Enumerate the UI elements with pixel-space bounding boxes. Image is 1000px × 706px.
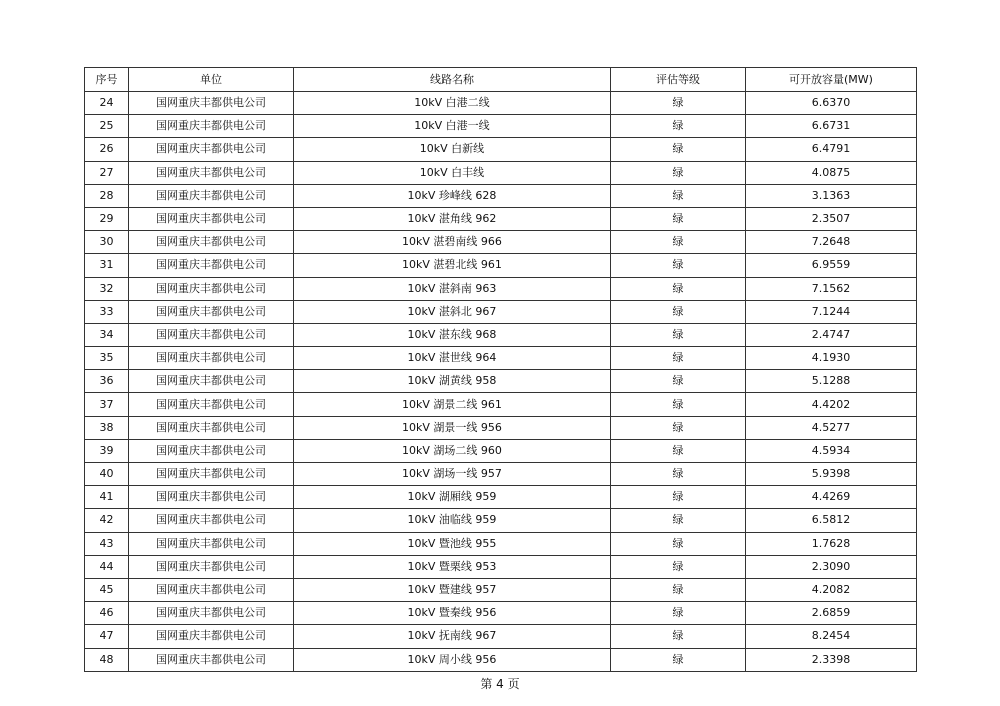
cell-index: 41 <box>85 486 129 509</box>
cell-capacity: 6.5812 <box>746 509 917 532</box>
cell-unit: 国网重庆丰都供电公司 <box>129 648 294 671</box>
page-number: 第 4 页 <box>480 677 520 691</box>
cell-capacity: 2.6859 <box>746 602 917 625</box>
table-row <box>85 138 917 161</box>
cell-index: 46 <box>85 602 129 625</box>
cell-unit: 国网重庆丰都供电公司 <box>129 578 294 601</box>
cell-unit: 国网重庆丰都供电公司 <box>129 207 294 230</box>
table-row <box>85 532 917 555</box>
cell-unit: 国网重庆丰都供电公司 <box>129 370 294 393</box>
cell-index: 29 <box>85 207 129 230</box>
cell-index: 24 <box>85 92 129 115</box>
table-body <box>85 92 917 672</box>
cell-grade: 绿 <box>611 370 746 393</box>
cell-index: 40 <box>85 463 129 486</box>
cell-capacity: 5.1288 <box>746 370 917 393</box>
cell-unit: 国网重庆丰都供电公司 <box>129 486 294 509</box>
table-row <box>85 648 917 671</box>
cell-grade: 绿 <box>611 532 746 555</box>
cell-grade: 绿 <box>611 207 746 230</box>
cell-line-name: 10kV 湛东线 968 <box>294 323 611 346</box>
cell-grade: 绿 <box>611 300 746 323</box>
table-row <box>85 323 917 346</box>
capacity-table <box>84 67 917 672</box>
table-row <box>85 463 917 486</box>
cell-grade: 绿 <box>611 602 746 625</box>
cell-grade: 绿 <box>611 92 746 115</box>
cell-index: 30 <box>85 231 129 254</box>
cell-grade: 绿 <box>611 463 746 486</box>
cell-unit: 国网重庆丰都供电公司 <box>129 231 294 254</box>
cell-index: 31 <box>85 254 129 277</box>
cell-index: 28 <box>85 184 129 207</box>
cell-capacity: 6.4791 <box>746 138 917 161</box>
header-unit: 单位 <box>129 68 294 92</box>
cell-line-name: 10kV 湛斜南 963 <box>294 277 611 300</box>
table-row <box>85 578 917 601</box>
table-row <box>85 486 917 509</box>
table-row <box>85 277 917 300</box>
header-capacity: 可开放容量(MW) <box>746 68 917 92</box>
cell-grade: 绿 <box>611 648 746 671</box>
cell-line-name: 10kV 白丰线 <box>294 161 611 184</box>
cell-unit: 国网重庆丰都供电公司 <box>129 161 294 184</box>
cell-grade: 绿 <box>611 555 746 578</box>
cell-index: 45 <box>85 578 129 601</box>
cell-line-name: 10kV 湛碧北线 961 <box>294 254 611 277</box>
table-row <box>85 300 917 323</box>
cell-grade: 绿 <box>611 138 746 161</box>
cell-grade: 绿 <box>611 231 746 254</box>
cell-grade: 绿 <box>611 416 746 439</box>
cell-unit: 国网重庆丰都供电公司 <box>129 555 294 578</box>
cell-capacity: 6.9559 <box>746 254 917 277</box>
cell-unit: 国网重庆丰都供电公司 <box>129 532 294 555</box>
cell-line-name: 10kV 暨建线 957 <box>294 578 611 601</box>
cell-capacity: 1.7628 <box>746 532 917 555</box>
cell-index: 26 <box>85 138 129 161</box>
cell-capacity: 4.5934 <box>746 439 917 462</box>
cell-unit: 国网重庆丰都供电公司 <box>129 115 294 138</box>
cell-grade: 绿 <box>611 625 746 648</box>
cell-grade: 绿 <box>611 486 746 509</box>
table-row <box>85 439 917 462</box>
cell-capacity: 3.1363 <box>746 184 917 207</box>
cell-unit: 国网重庆丰都供电公司 <box>129 323 294 346</box>
cell-index: 48 <box>85 648 129 671</box>
cell-capacity: 7.2648 <box>746 231 917 254</box>
cell-grade: 绿 <box>611 277 746 300</box>
cell-index: 32 <box>85 277 129 300</box>
cell-line-name: 10kV 白港一线 <box>294 115 611 138</box>
cell-index: 38 <box>85 416 129 439</box>
cell-line-name: 10kV 暨栗线 953 <box>294 555 611 578</box>
cell-unit: 国网重庆丰都供电公司 <box>129 416 294 439</box>
table-header-row <box>85 68 917 92</box>
cell-capacity: 2.4747 <box>746 323 917 346</box>
cell-capacity: 5.9398 <box>746 463 917 486</box>
cell-line-name: 10kV 湛角线 962 <box>294 207 611 230</box>
table-row <box>85 254 917 277</box>
cell-capacity: 2.3507 <box>746 207 917 230</box>
cell-unit: 国网重庆丰都供电公司 <box>129 393 294 416</box>
cell-line-name: 10kV 湛碧南线 966 <box>294 231 611 254</box>
cell-unit: 国网重庆丰都供电公司 <box>129 138 294 161</box>
header-line-name: 线路名称 <box>294 68 611 92</box>
table-row <box>85 161 917 184</box>
cell-grade: 绿 <box>611 115 746 138</box>
cell-capacity: 4.4202 <box>746 393 917 416</box>
cell-grade: 绿 <box>611 509 746 532</box>
cell-index: 42 <box>85 509 129 532</box>
table-row <box>85 184 917 207</box>
cell-capacity: 6.6370 <box>746 92 917 115</box>
cell-unit: 国网重庆丰都供电公司 <box>129 184 294 207</box>
table-row <box>85 509 917 532</box>
table-row <box>85 625 917 648</box>
table-row <box>85 602 917 625</box>
cell-line-name: 10kV 湛世线 964 <box>294 347 611 370</box>
cell-capacity: 4.0875 <box>746 161 917 184</box>
cell-line-name: 10kV 湖厢线 959 <box>294 486 611 509</box>
cell-line-name: 10kV 湖场一线 957 <box>294 463 611 486</box>
cell-unit: 国网重庆丰都供电公司 <box>129 463 294 486</box>
cell-line-name: 10kV 珍峰线 628 <box>294 184 611 207</box>
cell-unit: 国网重庆丰都供电公司 <box>129 277 294 300</box>
cell-capacity: 7.1244 <box>746 300 917 323</box>
cell-capacity: 4.4269 <box>746 486 917 509</box>
cell-grade: 绿 <box>611 578 746 601</box>
table-row <box>85 370 917 393</box>
cell-line-name: 10kV 白港二线 <box>294 92 611 115</box>
cell-grade: 绿 <box>611 161 746 184</box>
cell-capacity: 6.6731 <box>746 115 917 138</box>
cell-unit: 国网重庆丰都供电公司 <box>129 254 294 277</box>
cell-line-name: 10kV 周小线 956 <box>294 648 611 671</box>
cell-index: 35 <box>85 347 129 370</box>
cell-line-name: 10kV 白新线 <box>294 138 611 161</box>
table-row <box>85 115 917 138</box>
table-row <box>85 207 917 230</box>
cell-index: 36 <box>85 370 129 393</box>
cell-capacity: 2.3398 <box>746 648 917 671</box>
cell-unit: 国网重庆丰都供电公司 <box>129 92 294 115</box>
cell-grade: 绿 <box>611 323 746 346</box>
cell-capacity: 8.2454 <box>746 625 917 648</box>
cell-index: 27 <box>85 161 129 184</box>
cell-grade: 绿 <box>611 393 746 416</box>
table-row <box>85 231 917 254</box>
cell-line-name: 10kV 抚南线 967 <box>294 625 611 648</box>
cell-grade: 绿 <box>611 347 746 370</box>
cell-index: 34 <box>85 323 129 346</box>
cell-grade: 绿 <box>611 184 746 207</box>
cell-capacity: 2.3090 <box>746 555 917 578</box>
cell-line-name: 10kV 湖景二线 961 <box>294 393 611 416</box>
table-row <box>85 92 917 115</box>
cell-grade: 绿 <box>611 254 746 277</box>
cell-unit: 国网重庆丰都供电公司 <box>129 347 294 370</box>
cell-line-name: 10kV 湖景一线 956 <box>294 416 611 439</box>
cell-index: 33 <box>85 300 129 323</box>
header-index: 序号 <box>85 68 129 92</box>
table-row <box>85 347 917 370</box>
cell-line-name: 10kV 湛斜北 967 <box>294 300 611 323</box>
cell-capacity: 4.1930 <box>746 347 917 370</box>
table-row <box>85 416 917 439</box>
cell-unit: 国网重庆丰都供电公司 <box>129 625 294 648</box>
cell-line-name: 10kV 暨池线 955 <box>294 532 611 555</box>
cell-unit: 国网重庆丰都供电公司 <box>129 509 294 532</box>
cell-capacity: 4.5277 <box>746 416 917 439</box>
header-grade: 评估等级 <box>611 68 746 92</box>
cell-unit: 国网重庆丰都供电公司 <box>129 300 294 323</box>
cell-index: 39 <box>85 439 129 462</box>
cell-index: 44 <box>85 555 129 578</box>
cell-capacity: 4.2082 <box>746 578 917 601</box>
cell-unit: 国网重庆丰都供电公司 <box>129 439 294 462</box>
cell-unit: 国网重庆丰都供电公司 <box>129 602 294 625</box>
capacity-table-container <box>84 67 916 672</box>
cell-capacity: 7.1562 <box>746 277 917 300</box>
table-row <box>85 393 917 416</box>
cell-index: 47 <box>85 625 129 648</box>
cell-index: 25 <box>85 115 129 138</box>
cell-index: 43 <box>85 532 129 555</box>
cell-line-name: 10kV 油临线 959 <box>294 509 611 532</box>
cell-grade: 绿 <box>611 439 746 462</box>
cell-index: 37 <box>85 393 129 416</box>
cell-line-name: 10kV 湖黄线 958 <box>294 370 611 393</box>
cell-line-name: 10kV 湖场二线 960 <box>294 439 611 462</box>
table-row <box>85 555 917 578</box>
cell-line-name: 10kV 暨秦线 956 <box>294 602 611 625</box>
